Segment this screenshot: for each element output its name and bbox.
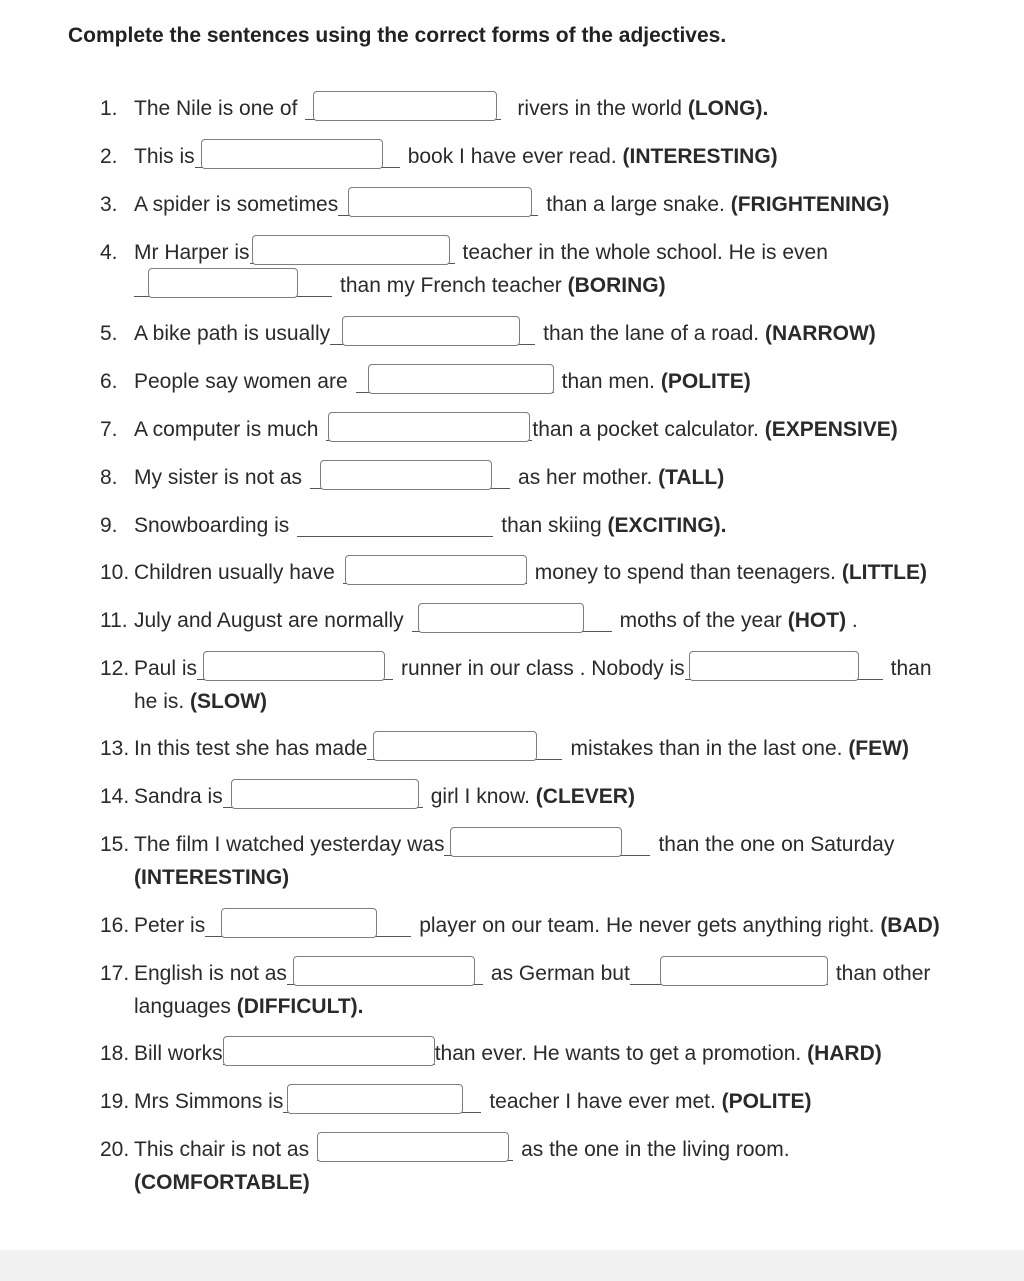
question-13	[100, 734, 909, 764]
sentence-end: teacher I have ever met.	[489, 1090, 716, 1113]
question-number: 16.	[100, 914, 130, 937]
answer-blank[interactable]	[134, 271, 332, 301]
question-6	[100, 367, 751, 397]
sentence-end: than other	[835, 962, 931, 985]
adjective-hint: (INTERESTING)	[622, 145, 778, 168]
sentence-start: July and August are normally	[134, 609, 404, 632]
question-number: 4.	[100, 241, 118, 264]
page-bottom-margin	[0, 1250, 1024, 1281]
answer-blank[interactable]	[412, 606, 612, 636]
question-number: 6.	[100, 370, 118, 393]
adjective-hint: (SLOW)	[190, 690, 268, 713]
answer-blank[interactable]	[356, 367, 554, 397]
sentence-end: than skiing	[501, 514, 602, 537]
answer-blank[interactable]	[317, 1135, 513, 1165]
question-8	[100, 463, 724, 493]
adjective-hint: (HOT)	[787, 609, 847, 632]
sentence-start: Snowboarding is	[134, 514, 290, 537]
answer-blank[interactable]	[326, 415, 532, 445]
sentence-start: In this test she has made	[134, 737, 368, 760]
sentence-end: rivers in the world	[517, 97, 682, 120]
question-number: 11.	[100, 609, 128, 632]
adjective-hint: (COMFORTABLE)	[134, 1171, 310, 1194]
question-number: 2.	[100, 145, 118, 168]
question-number: 1.	[100, 97, 118, 120]
sentence-end: than a pocket calculator.	[532, 418, 759, 441]
question-11	[100, 606, 858, 636]
answer-blank[interactable]	[287, 959, 483, 989]
question-1	[100, 94, 768, 124]
question-number: 3.	[100, 193, 118, 216]
sentence-end: than the lane of a road.	[543, 322, 760, 345]
question-number: 17.	[100, 962, 130, 985]
question-number: 13.	[100, 737, 130, 760]
question-10	[100, 558, 927, 588]
adjective-hint: (EXCITING).	[607, 514, 727, 537]
sentence-start: Children usually have	[134, 561, 335, 584]
sentence-start: Sandra is	[134, 785, 223, 808]
adjective-hint: (LONG).	[687, 97, 769, 120]
sentence-start: A computer is much	[134, 418, 319, 441]
question-number: 20.	[100, 1138, 130, 1161]
sentence-start: Mr Harper is	[134, 241, 250, 264]
question-number: 8.	[100, 466, 118, 489]
question-16	[100, 911, 940, 941]
answer-blank[interactable]	[630, 959, 828, 989]
sentence-end: than	[890, 657, 932, 680]
question-7	[100, 415, 898, 445]
answer-blank[interactable]	[283, 1087, 481, 1117]
answer-blank[interactable]	[330, 319, 535, 349]
question-19	[100, 1087, 811, 1117]
question-number: 18.	[100, 1042, 130, 1065]
adjective-hint: (BAD)	[880, 914, 940, 937]
question-number: 12.	[100, 657, 130, 680]
answer-blank[interactable]	[250, 238, 455, 268]
answer-blank[interactable]	[343, 558, 527, 588]
sentence-end: he is.	[134, 690, 185, 713]
sentence-start: English is not as	[134, 962, 287, 985]
sentence-start: Peter is	[134, 914, 206, 937]
sentence-start: Bill works	[134, 1042, 223, 1065]
question-5	[100, 319, 876, 349]
sentence-end: than men.	[561, 370, 656, 393]
question-17	[100, 959, 930, 989]
sentence-start: The Nile is one of	[134, 97, 298, 120]
question-14	[100, 782, 635, 812]
question-number: 15.	[100, 833, 130, 856]
question-3	[100, 190, 889, 220]
question-4-continued	[100, 271, 666, 301]
question-number: 10.	[100, 561, 130, 584]
adjective-hint: (EXPENSIVE)	[764, 418, 898, 441]
sentence-start: This chair is not as	[134, 1138, 310, 1161]
answer-blank[interactable]	[223, 782, 423, 812]
sentence-end: languages	[134, 995, 231, 1018]
sentence-end: player on our team. He never gets anything right.	[419, 914, 875, 937]
sentence-start: This is	[134, 145, 195, 168]
answer-blank[interactable]	[367, 734, 562, 764]
sentence-middle: as German but	[490, 962, 630, 985]
answer-blank[interactable]	[297, 511, 493, 541]
question-20	[100, 1135, 790, 1165]
adjective-hint: (CLEVER)	[535, 785, 635, 808]
question-2	[100, 142, 778, 172]
sentence-end: as the one in the living room.	[521, 1138, 790, 1161]
sentence-start: My sister is not as	[134, 466, 303, 489]
sentence-end: than the one on Saturday	[658, 833, 895, 856]
question-12-continued	[100, 687, 267, 717]
sentence-end: than a large snake.	[546, 193, 725, 216]
question-number: 9.	[100, 514, 118, 537]
adjective-hint: (INTERESTING)	[134, 866, 290, 889]
worksheet-title: Complete the sentences using the correct forms of the adjectives.	[68, 24, 727, 47]
sentence-end: than ever. He wants to get a promotion.	[434, 1042, 802, 1065]
sentence-end: money to spend than teenagers.	[534, 561, 837, 584]
sentence-end: moths of the year	[619, 609, 782, 632]
answer-blank[interactable]	[310, 463, 510, 493]
adjective-hint: (FRIGHTENING)	[730, 193, 890, 216]
sentence-end: book I have ever read.	[407, 145, 617, 168]
sentence-end: than my French teacher	[340, 274, 562, 297]
adjective-hint: (LITTLE)	[841, 561, 927, 584]
adjective-hint: (DIFFICULT).	[236, 995, 364, 1018]
adjective-hint: (BORING)	[567, 274, 666, 297]
answer-blank[interactable]	[197, 654, 393, 684]
question-12	[100, 654, 932, 684]
sentence-start: Paul is	[134, 657, 198, 680]
answer-blank[interactable]	[338, 190, 538, 220]
sentence-end: mistakes than in the last one.	[570, 737, 843, 760]
question-9	[100, 511, 727, 541]
sentence-start: Mrs Simmons is	[134, 1090, 284, 1113]
adjective-hint: (FEW)	[848, 737, 909, 760]
question-4	[100, 238, 828, 268]
adjective-hint: (TALL)	[658, 466, 725, 489]
answer-blank[interactable]	[223, 1039, 435, 1069]
adjective-hint: (HARD)	[807, 1042, 882, 1065]
adjective-hint: (POLITE)	[721, 1090, 812, 1113]
question-number: 14.	[100, 785, 130, 808]
answer-blank[interactable]	[195, 142, 400, 172]
question-number: 7.	[100, 418, 118, 441]
question-18	[100, 1039, 882, 1069]
question-17-continued	[100, 992, 364, 1022]
answer-blank[interactable]	[685, 654, 883, 684]
question-number: 5.	[100, 322, 118, 345]
sentence-period: .	[851, 609, 858, 632]
answer-blank[interactable]	[444, 830, 650, 860]
sentence-start: The film I watched yesterday was	[134, 833, 445, 856]
adjective-hint: (NARROW)	[764, 322, 876, 345]
sentence-start: A spider is sometimes	[134, 193, 339, 216]
question-number: 19.	[100, 1090, 130, 1113]
question-20-continued	[100, 1168, 310, 1198]
answer-blank[interactable]	[305, 94, 501, 124]
sentence-middle: runner in our class . Nobody is	[401, 657, 685, 680]
question-15-continued	[100, 863, 289, 893]
question-15	[100, 830, 894, 860]
adjective-hint: (POLITE)	[660, 370, 751, 393]
sentence-end: girl I know.	[430, 785, 530, 808]
sentence-end: teacher in the whole school. He is even	[462, 241, 828, 264]
sentence-end: as her mother.	[518, 466, 653, 489]
sentence-start: A bike path is usually	[134, 322, 331, 345]
answer-blank[interactable]	[205, 911, 411, 941]
sentence-start: People say women are	[134, 370, 348, 393]
